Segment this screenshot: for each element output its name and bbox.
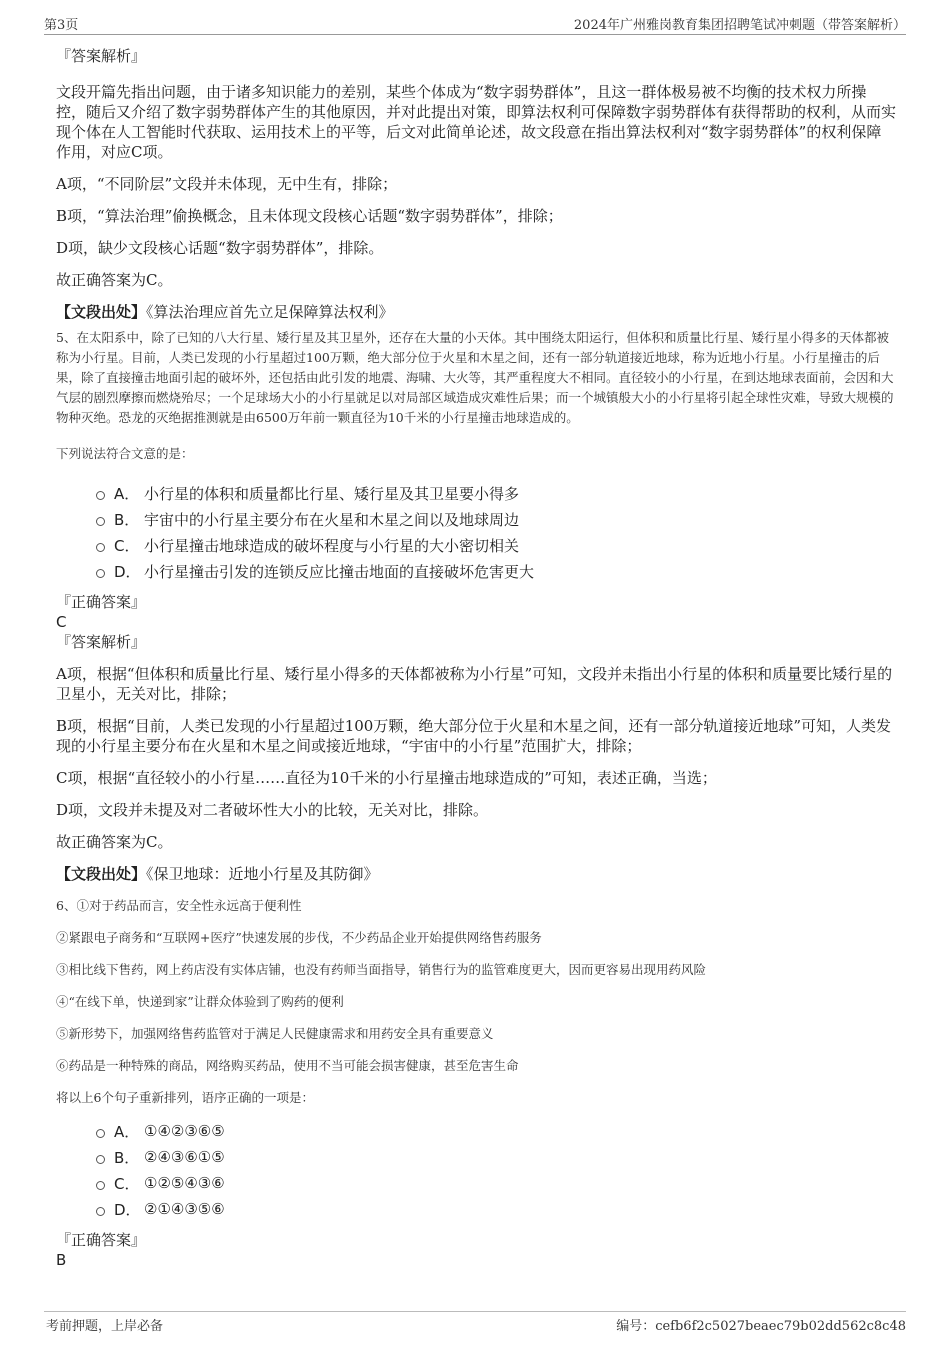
footer-slogan: 考前押题，上岸必备: [46, 1319, 164, 1334]
q6-answer-label: 『正确答案』: [56, 1231, 147, 1249]
q5-source-title: 《保卫地球：近地小行星及其防御》: [146, 865, 379, 883]
q6-sentence-2: ②紧跟电子商务和“互联网+医疗”快速发展的步伐，不少药品企业开始提供网络售药服务: [56, 930, 542, 945]
q5-prompt: 下列说法符合文意的是：: [56, 446, 194, 461]
q5-option-c[interactable]: C． 小行星撞击地球造成的破坏程度与小行星的大小密切相关: [96, 532, 896, 558]
q5-analysis-label: 『答案解析』: [56, 633, 147, 651]
q4-source: [56, 302, 896, 322]
q4-conclusion: 故正确答案为C。: [56, 271, 173, 289]
q5-option-d[interactable]: D． 小行星撞击引发的连锁反应比撞击地面的直接破坏危害更大: [96, 558, 896, 584]
q6-sentence-3: ③相比线下售药，网上药店没有实体店铺，也没有药师当面指导，销售行为的监管难度更大，因而更容易出现用药风险: [56, 962, 707, 977]
q6-sentence-1: 6、①对于药品而言，安全性永远高于便利性: [56, 898, 302, 913]
q5-options: [96, 480, 896, 584]
radio-icon[interactable]: [96, 1181, 105, 1190]
q6-option-c[interactable]: C． ①②⑤④③⑥: [96, 1170, 896, 1196]
q5-option-b[interactable]: B． 宇宙中的小行星主要分布在火星和木星之间以及地球周边: [96, 506, 896, 532]
q4-analysis-text: 文段开篇先指出问题，由于诸多知识能力的差别，某些个体成为“数字弱势群体”，且这一群体极易被不均衡的技术权力所操控，随后又介绍了数字弱势群体产生的其他原因，并对此提出对策，即算法权利可保障数字弱势群体有获得帮助的权利，从而实现个体在人工智能时代获取、运用技术上的平等，后文对此简单论述，故文段意在指出算法权利对“数字弱势群体”的权利保障作用，对应C项。: [56, 83, 897, 161]
radio-icon[interactable]: [96, 491, 105, 500]
document-title: 2024年广州雅岗教育集团招聘笔试冲刺题（带答案解析）: [573, 18, 906, 33]
document-code: 编号：cefb6f2c5027beaec79b02dd562c8c48: [616, 1319, 906, 1334]
q5-option-d-analysis: D项，文段并未提及对二者破坏性大小的比较，无关对比，排除。: [56, 801, 489, 819]
q4-source-tag: 【文段出处】: [56, 303, 147, 321]
q5-stem: 5、在太阳系中，除了已知的八大行星、矮行星及其卫星外，还存在大量的小天体。其中围绕太阳运行，但体积和质量比行星、矮行星小得多的天体都被称为小行星。目前，人类已发现的小行星超过100万颗，绝大部分位于火星和木星之间，还有一部分轨道接近地球，称为近地小行星。小行星撞击的后果，除了直接撞击地面引起的破坏外，还包括由此引发的地震、海啸、大火等，其严重程度大不相同。直径较小的小行星，在到达地球表面前，会因和大气层的剧烈摩擦而燃烧殆尽；一个足球场大小的小行星就足以对局部区域造成灾难性后果；而一个城镇般大小的小行星将引起全球性灾难，导致大规模的物种灭绝。恐龙的灭绝据推测就是由6500万年前一颗直径为10千米的小行星撞击地球造成的。: [56, 330, 894, 425]
q5-source-tag: 【文段出处】: [56, 865, 147, 883]
q4-option-d-analysis: D项，缺少文段核心话题“数字弱势群体”，排除。: [56, 239, 384, 257]
page-content: [56, 46, 896, 1270]
q4-analysis-label: 『答案解析』: [56, 47, 147, 65]
q6-sentence-4: ④“在线下单，快递到家”让群众体验到了购药的便利: [56, 994, 344, 1009]
radio-icon[interactable]: [96, 543, 105, 552]
radio-icon[interactable]: [96, 569, 105, 578]
page-footer: [44, 1311, 906, 1334]
q5-answer: C: [56, 613, 67, 631]
q4-option-a-analysis: A项，“不同阶层”文段并未体现，无中生有，排除；: [56, 175, 398, 193]
q4-option-b-analysis: B项，“算法治理”偷换概念，且未体现文段核心话题“数字弱势群体”，排除；: [56, 207, 563, 225]
q6-option-b[interactable]: B． ②④③⑥①⑤: [96, 1144, 896, 1170]
q6-option-a[interactable]: A． ①④②③⑥⑤: [96, 1118, 896, 1144]
q6-sentence-5: ⑤新形势下，加强网络售药监管对于满足人民健康需求和用药安全具有重要意义: [56, 1026, 494, 1041]
q5-answer-label: 『正确答案』: [56, 593, 147, 611]
radio-icon[interactable]: [96, 1129, 105, 1138]
q5-source: [56, 864, 896, 884]
q5-option-a[interactable]: A． 小行星的体积和质量都比行星、矮行星及其卫星要小得多: [96, 480, 896, 506]
q6-sentence-6: ⑥药品是一种特殊的商品，网络购买药品，使用不当可能会损害健康，甚至危害生命: [56, 1058, 519, 1073]
page-header: [44, 12, 906, 35]
radio-icon[interactable]: [96, 1207, 105, 1216]
q5-conclusion: 故正确答案为C。: [56, 833, 173, 851]
radio-icon[interactable]: [96, 517, 105, 526]
q5-option-b-analysis: B项，根据“目前，人类已发现的小行星超过100万颗，绝大部分位于火星和木星之间，还有一部分轨道接近地球”可知，人类发现的小行星主要分布在火星和木星之间或接近地球，“宇宙中的小行星”范围扩大，排除；: [56, 717, 891, 755]
q6-options: [96, 1118, 896, 1222]
q4-source-title: 《算法治理应首先立足保障算法权利》: [146, 303, 394, 321]
q6-option-d[interactable]: D． ②①④③⑤⑥: [96, 1196, 896, 1222]
q5-option-c-analysis: C项，根据“直径较小的小行星……直径为10千米的小行星撞击地球造成的”可知，表述正确，当选；: [56, 769, 717, 787]
q6-answer: B: [56, 1251, 67, 1269]
page-number: 第3页: [44, 18, 79, 33]
q5-option-a-analysis: A项，根据“但体积和质量比行星、矮行星小得多的天体都被称为小行星”可知，文段并未指出小行星的体积和质量要比矮行星的卫星小，无关对比，排除；: [56, 665, 893, 703]
radio-icon[interactable]: [96, 1155, 105, 1164]
q6-prompt: 将以上6个句子重新排列，语序正确的一项是：: [56, 1090, 314, 1105]
